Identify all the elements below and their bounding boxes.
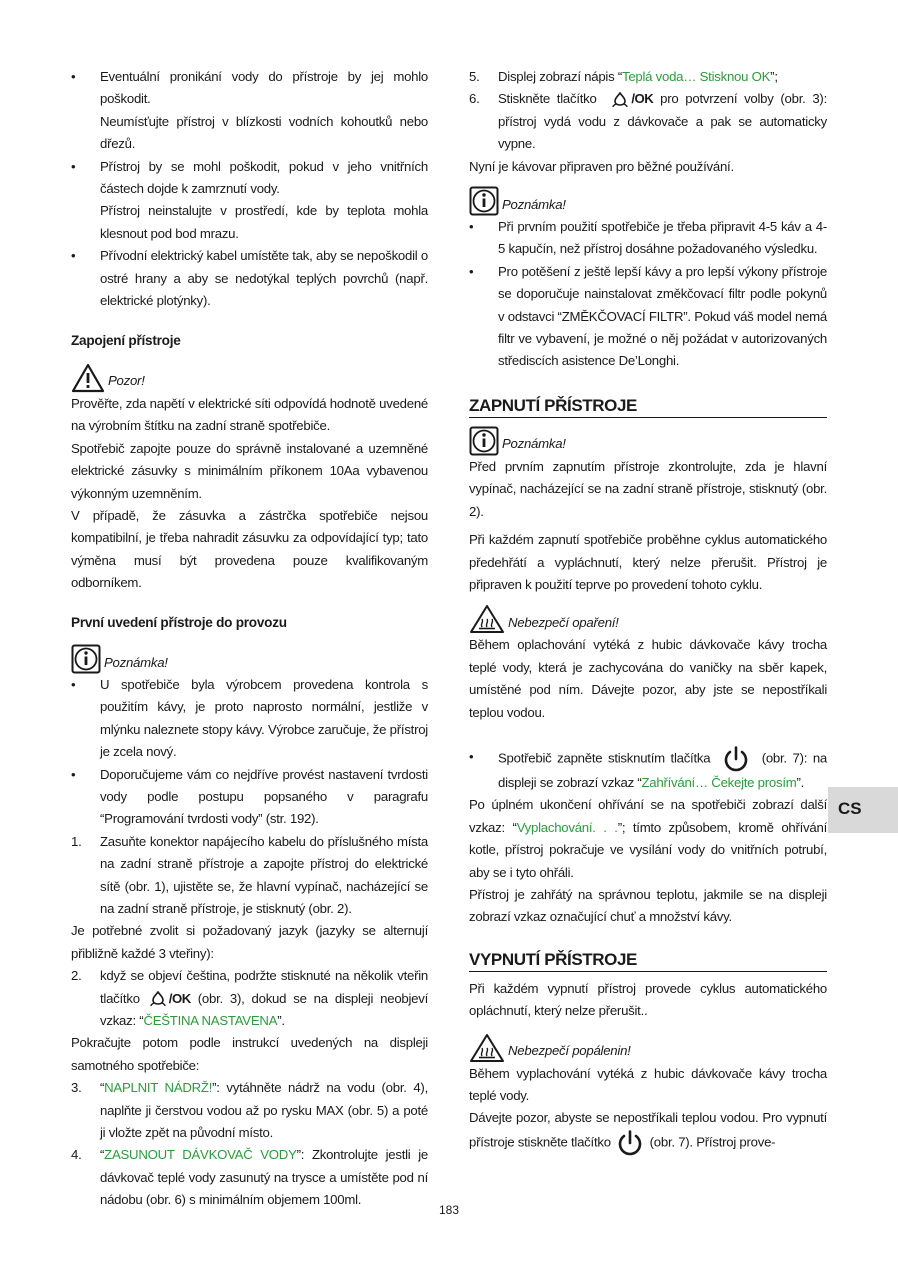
power-icon [616,1130,644,1156]
step-number: 4. [71,1147,82,1163]
bullet: • [71,766,76,782]
numbered-step: 2. když se objeví čeština, podržte stisknuté na několik vteřin tlačítko /OK (obr. 3), dokud se na displeji neobjeví vzkaz: “ČEŠTINA NASTAVENA”. [71,965,428,1032]
paragraph: Nyní je kávovar připraven pro běžné používání. [469,158,734,174]
paragraph: Dávejte pozor, abyste se nepostříkali teplou vodou. Pro vypnutí přístroje stiskněte tlačítko (obr. 7). Přístroj prove- [469,1107,827,1155]
paragraph: Během vyplachování vytéká z hubic dávkovače kávy trocha teplé vody. [469,1065,827,1103]
info-icon [469,426,499,456]
step-number: 3. [71,1080,82,1096]
note-label: Poznámka! [502,196,566,212]
ok-label: /OK [168,990,191,1006]
bullet: • [71,248,76,264]
right-column [469,66,827,1156]
bullet: • [71,158,76,174]
note-label: Poznámka! [502,436,566,452]
note-label: Pozor! [108,373,145,389]
note-label: Poznámka! [104,654,168,670]
language-tab [828,787,898,833]
step-number: 1. [71,833,82,849]
bullet: • [469,219,474,235]
list-item: • Přístroj by se mohl poškodit, pokud v jeho vnitřních částech dojde k zamrznutí vody. [71,156,428,201]
paragraph: Po úplném ukončení ohřívání se na spotřebiči zobrazí další vzkaz: “Vyplachování. . .”; tímto způsobem, kromě ohřívání kotle, přístroj pokračuje ve vysílání vody do vnitřních potrubí, aby se i tyto ohřáli. [469,797,827,880]
info-note [469,184,827,216]
info-icon [71,644,101,674]
numbered-step: 4. “ZASUNOUT DÁVKOVAČ VODY”: Zkontrolujte jestli je dávkovač teplé vody zasunutý na trysce a umístěte pod ní nádobu (obr. 6) s minimálním objemem 100ml. [71,1144,428,1211]
list-item: • Přívodní elektrický kabel umístěte tak, aby se nepoškodil o ostré hrany a aby se nedotýkal teplých povrchů (např. elektrické plotýnky). [71,245,428,312]
note-label: Nebezpečí popálenin! [508,1043,631,1059]
ok-label: /OK [631,91,654,107]
paragraph: Je potřebné zvolit si požadovaný jazyk (jazyky se alternují přibližně každé 3 vteřiny): [71,923,428,961]
step-number: 2. [71,968,82,984]
power-icon [722,746,750,772]
hot-water-icon [149,991,167,1007]
paragraph: Spotřebič zapojte pouze do správně instalované a uzemněné elektrické zásuvky s minimálním příkonem 10Aa vybavenou výkonným uzemněním. [71,440,428,501]
numbered-step: 1. Zasuňte konektor napájecího kabelu do příslušného místa na zadní straně přístroje a zapojte přístroj do elektrické sítě (obr. 1), ujistěte se, že hlavní vypínač, nacházející se na zadní straně přístroje, je stisknutý (obr. 2). [71,831,428,921]
info-note [71,642,428,674]
warning-icon [71,363,105,393]
bullet: • [71,69,76,84]
paragraph: Při každém zapnutí spotřebiče proběhne cyklus automatického předehřátí a vypláchnutí, který nelze přerušit. Přístroj je připraven k použití teprve po provedení tohoto cyklu. [469,532,827,592]
section-heading: ZAPNUTÍ PŘÍSTROJE [469,395,827,418]
paragraph: Před prvním zapnutím přístroje zkontrolujte, zda je hlavní vypínač, nacházející se na zadní straně přístroje, stisknutý (obr. 2). [469,458,827,519]
paragraph: Při každém vypnutí přístroj provede cyklus automatického opláchnutí, který nelze přerušit.. [469,980,827,1019]
bullet: • [469,263,474,279]
info-note [469,424,827,456]
section-heading: VYPNUTÍ PŘÍSTROJE [469,949,827,972]
list-item: • U spotřebiče byla výrobcem provedena kontrola s použitím kávy, je proto naprosto normální, jestliže v mlýnku naleznete stopy kávy. Výrobce zaručuje, že přístroj je zcela nový. [71,674,428,764]
list-item-sub: Přístroj neinstalujte v prostředí, kde by teplota mohla klesnout pod bod mrazu. [100,203,428,241]
step-number: 5. [469,69,480,84]
bullet: • [71,676,76,692]
paragraph: Pokračujte potom podle instrukcí uvedených na displeji samotného spotřebiče: [71,1035,428,1073]
numbered-step: 6. Stiskněte tlačítko /OK pro potvrzení volby (obr. 3): přístroj vydá vodu z dávkovače a pak se automaticky vypne. [469,88,827,155]
hot-warning-note [469,602,827,634]
numbered-step: 5. Displej zobrazí nápis “Teplá voda… Stisknou OK”; [469,66,827,88]
hot-surface-icon [469,604,505,634]
left-column [71,66,428,1212]
numbered-step: 3. “NAPLNIT NÁDRŽ!”: vytáhněte nádrž na vodu (obr. 4), naplňte ji čerstvou vodou až po rysku MAX (obr. 5) a poté ji vložte zpět na původní místo. [71,1077,428,1144]
list-item: • Spotřebič zapněte stisknutím tlačítka (obr. 7): na displeji se zobrazí vzkaz “Zahřívání… Čekejte prosím”. [469,746,827,794]
bullet: • [469,748,474,764]
hot-water-icon [611,92,629,108]
note-label: Nebezpečí opaření! [508,614,619,630]
list-item-sub: Neumísťujte přístroj v blízkosti vodních kohoutků nebo dřezů. [100,113,428,152]
paragraph: Přístroj je zahřátý na správnou teplotu, jakmile se na displeji zobrazí vzkaz označující chuť a množství kávy. [469,886,827,925]
hot-warning-note [469,1031,827,1063]
list-item: • Doporučujeme vám co nejdříve provést nastavení tvrdosti vody podle postupu popsaného v paragrafu “Programování tvrdosti vody” (str. 192). [71,764,428,831]
paragraph: Během oplachování vytéká z hubic dávkovače kávy trocha teplé vody, která je zachycována do vaničky na sběr kapek, umístěné pod ním. Dávejte pozor, aby jste se nepostříkali teplou vodou. [469,637,827,720]
hot-surface-icon [469,1033,505,1063]
list-item: • Eventuální pronikání vody do přístroje by jej mohlo poškodit. [71,66,428,111]
list-item: • Pro potěšení z ještě lepší kávy a pro lepší výkony přístroje se doporučuje nainstalovat změkčovací filtr podle pokynů v odstavci “ZMĚKČOVACÍ FILTR”. Pokud váš model nemá filtr ve vybavení, je možné o něj požádat v autorizovaných střediscích asistence De’Longhi. [469,261,827,373]
step-number: 6. [469,91,480,107]
section-heading: Zapojení přístroje [71,333,181,349]
language-tab-label: CS [838,799,862,818]
section-heading: První uvedení přístroje do provozu [71,614,287,630]
page-number: 183 [438,1203,460,1217]
list-item: • Při prvním použití spotřebiče je třeba připravit 4-5 káv a 4-5 kapučín, než přístroj dosáhne požadovaného výsledku. [469,216,827,261]
paragraph: V případě, že zásuvka a zástrčka spotřebiče nejsou kompatibilní, je třeba nahradit zásuvku za odpovídající typ; tato výměna musí být provedena pouze kvalifikovaným odborníkem. [71,507,428,591]
paragraph: Prověřte, zda napětí v elektrické síti odpovídá hodnotě uvedené na výrobním štítku na zadní straně spotřebiče. [71,395,428,434]
warning-note [71,361,428,393]
info-icon [469,186,499,216]
